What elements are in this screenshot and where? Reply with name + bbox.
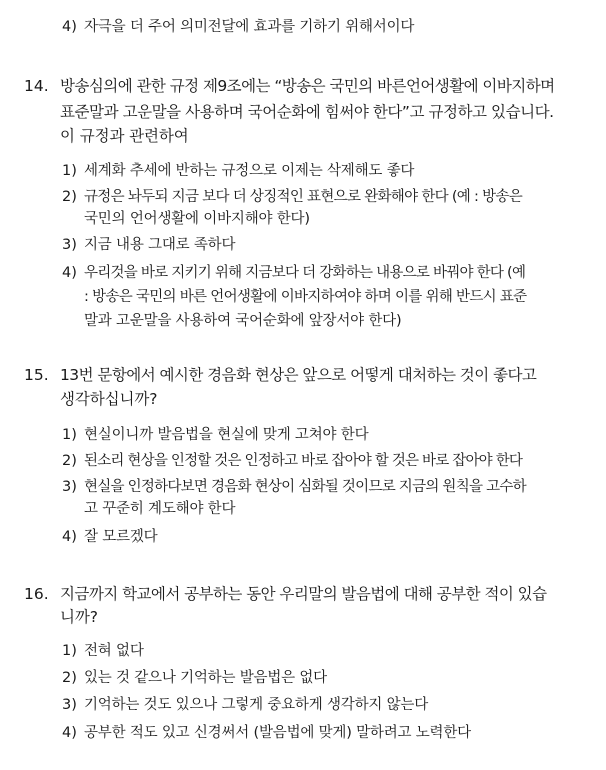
option-text: 공부한 적도 있고 신경써서 (발음법에 맞게) 말하려고 노력한다 xyxy=(84,725,471,741)
question-text-line: 표준말과 고운말을 사용하며 국어순화에 힘써야 한다”고 규정하고 있습니다. xyxy=(60,103,554,121)
option-number: 2) xyxy=(62,189,77,205)
option-text: 말과 고운말을 사용하여 국어순화에 앞장서야 한다) xyxy=(84,313,402,329)
option-text: 현실이니까 발음법을 현실에 맞게 고쳐야 한다 xyxy=(84,427,369,443)
option-text: 기억하는 것도 있으나 그렇게 중요하게 생각하지 않는다 xyxy=(84,697,429,713)
question-text-line: 니까? xyxy=(60,608,98,626)
question-number: 15. xyxy=(24,366,49,384)
option-number: 1) xyxy=(62,427,77,443)
option-number: 2) xyxy=(62,670,77,686)
question-number: 14. xyxy=(24,77,49,95)
option-number: 1) xyxy=(62,163,77,179)
option-number: 1) xyxy=(62,643,77,659)
question-text-line: 방송심의에 관한 규정 제9조에는 “방송은 국민의 바른언어생활에 이바지하며 xyxy=(60,77,555,95)
option-text: 잘 모르겠다 xyxy=(84,529,158,545)
option-number: 2) xyxy=(62,453,77,469)
option-text: 세계화 추세에 반하는 규정으로 이제는 삭제해도 좋다 xyxy=(84,163,415,179)
question-text-line: 생각하십니까? xyxy=(60,390,158,408)
option-number: 3) xyxy=(62,697,77,713)
option-text: 국민의 언어생활에 이바지해야 한다) xyxy=(84,211,310,227)
option-text: 지금 내용 그대로 족하다 xyxy=(84,237,236,253)
question-text-line: 지금까지 학교에서 공부하는 동안 우리말의 발음법에 대해 공부한 적이 있습 xyxy=(60,585,547,603)
option-number: 4) xyxy=(62,725,77,741)
option-text: 규정은 놔두되 지금 보다 더 상징적인 표현으로 완화해야 한다 (예 : 방송은 xyxy=(84,189,523,205)
option-number: 3) xyxy=(62,479,77,495)
question-text-line: 13번 문항에서 예시한 경음화 현상은 앞으로 어떻게 대처하는 것이 좋다고 xyxy=(60,366,537,384)
option-number: 4) xyxy=(62,529,77,545)
option-text: 고 꾸준히 계도해야 한다 xyxy=(84,501,236,517)
option-number: 4) xyxy=(62,19,77,35)
option-text: 자극을 더 주어 의미전달에 효과를 기하기 위해서이다 xyxy=(84,19,415,35)
question-number: 16. xyxy=(24,585,49,603)
option-text: 현실을 인정하다보면 경음화 현상이 심화될 것이므로 지금의 원칙을 고수하 xyxy=(84,479,526,495)
option-text: : 방송은 국민의 바른 언어생활에 이바지하여야 하며 이를 위해 반드시 표준 xyxy=(84,289,527,305)
option-text: 우리것을 바로 지키기 위해 지금보다 더 강화하는 내용으로 바꿔야 한다 (예 xyxy=(84,265,526,281)
option-number: 4) xyxy=(62,265,77,281)
option-text: 전혀 없다 xyxy=(84,643,144,659)
option-text: 된소리 현상을 인정할 것은 인정하고 바로 잡아야 할 것은 바로 잡아야 한다 xyxy=(84,453,523,469)
question-text-line: 이 규정과 관련하여 xyxy=(60,127,189,145)
option-text: 있는 것 같으나 기억하는 발음법은 없다 xyxy=(84,670,327,686)
option-number: 3) xyxy=(62,237,77,253)
